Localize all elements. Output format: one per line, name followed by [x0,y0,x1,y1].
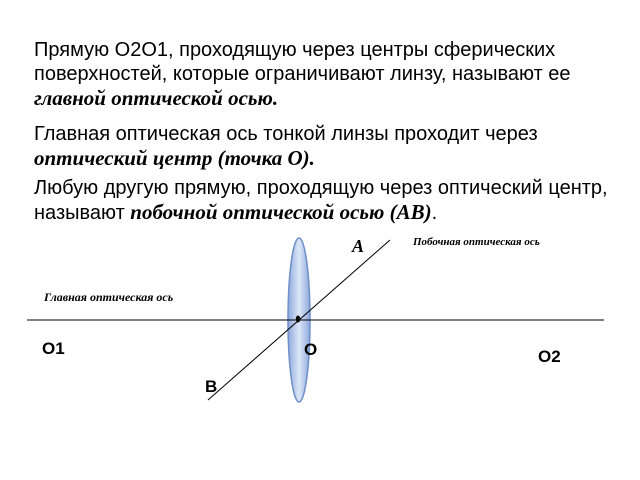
p3-end: . [431,202,438,224]
main-axis-label: Главная оптическая ось [44,290,174,304]
p1-term: главной оптической осью. [34,86,279,110]
p3-term: побочной оптической осью (АВ) [130,200,432,224]
point-B-label: В [205,377,218,396]
p3-text: Любую другую прямую, проходящую через оптический центр, называют [34,177,608,224]
point-O2-label: О2 [538,347,561,366]
p2-term: оптический центр (точка О). [34,146,315,170]
point-A-label: А [352,236,365,256]
point-O1-label: О1 [42,339,65,358]
p2-text: Главная оптическая ось тонкой линзы проходит через [34,123,538,145]
point-O-label: О [304,340,318,359]
p1-text: Прямую О2О1, проходящую через центры сферических поверхностей, которые ограничивают линзу, называют ее [34,39,571,85]
optical-center-point [296,316,300,323]
side-axis-label: Побочная оптическая ось [413,236,540,248]
